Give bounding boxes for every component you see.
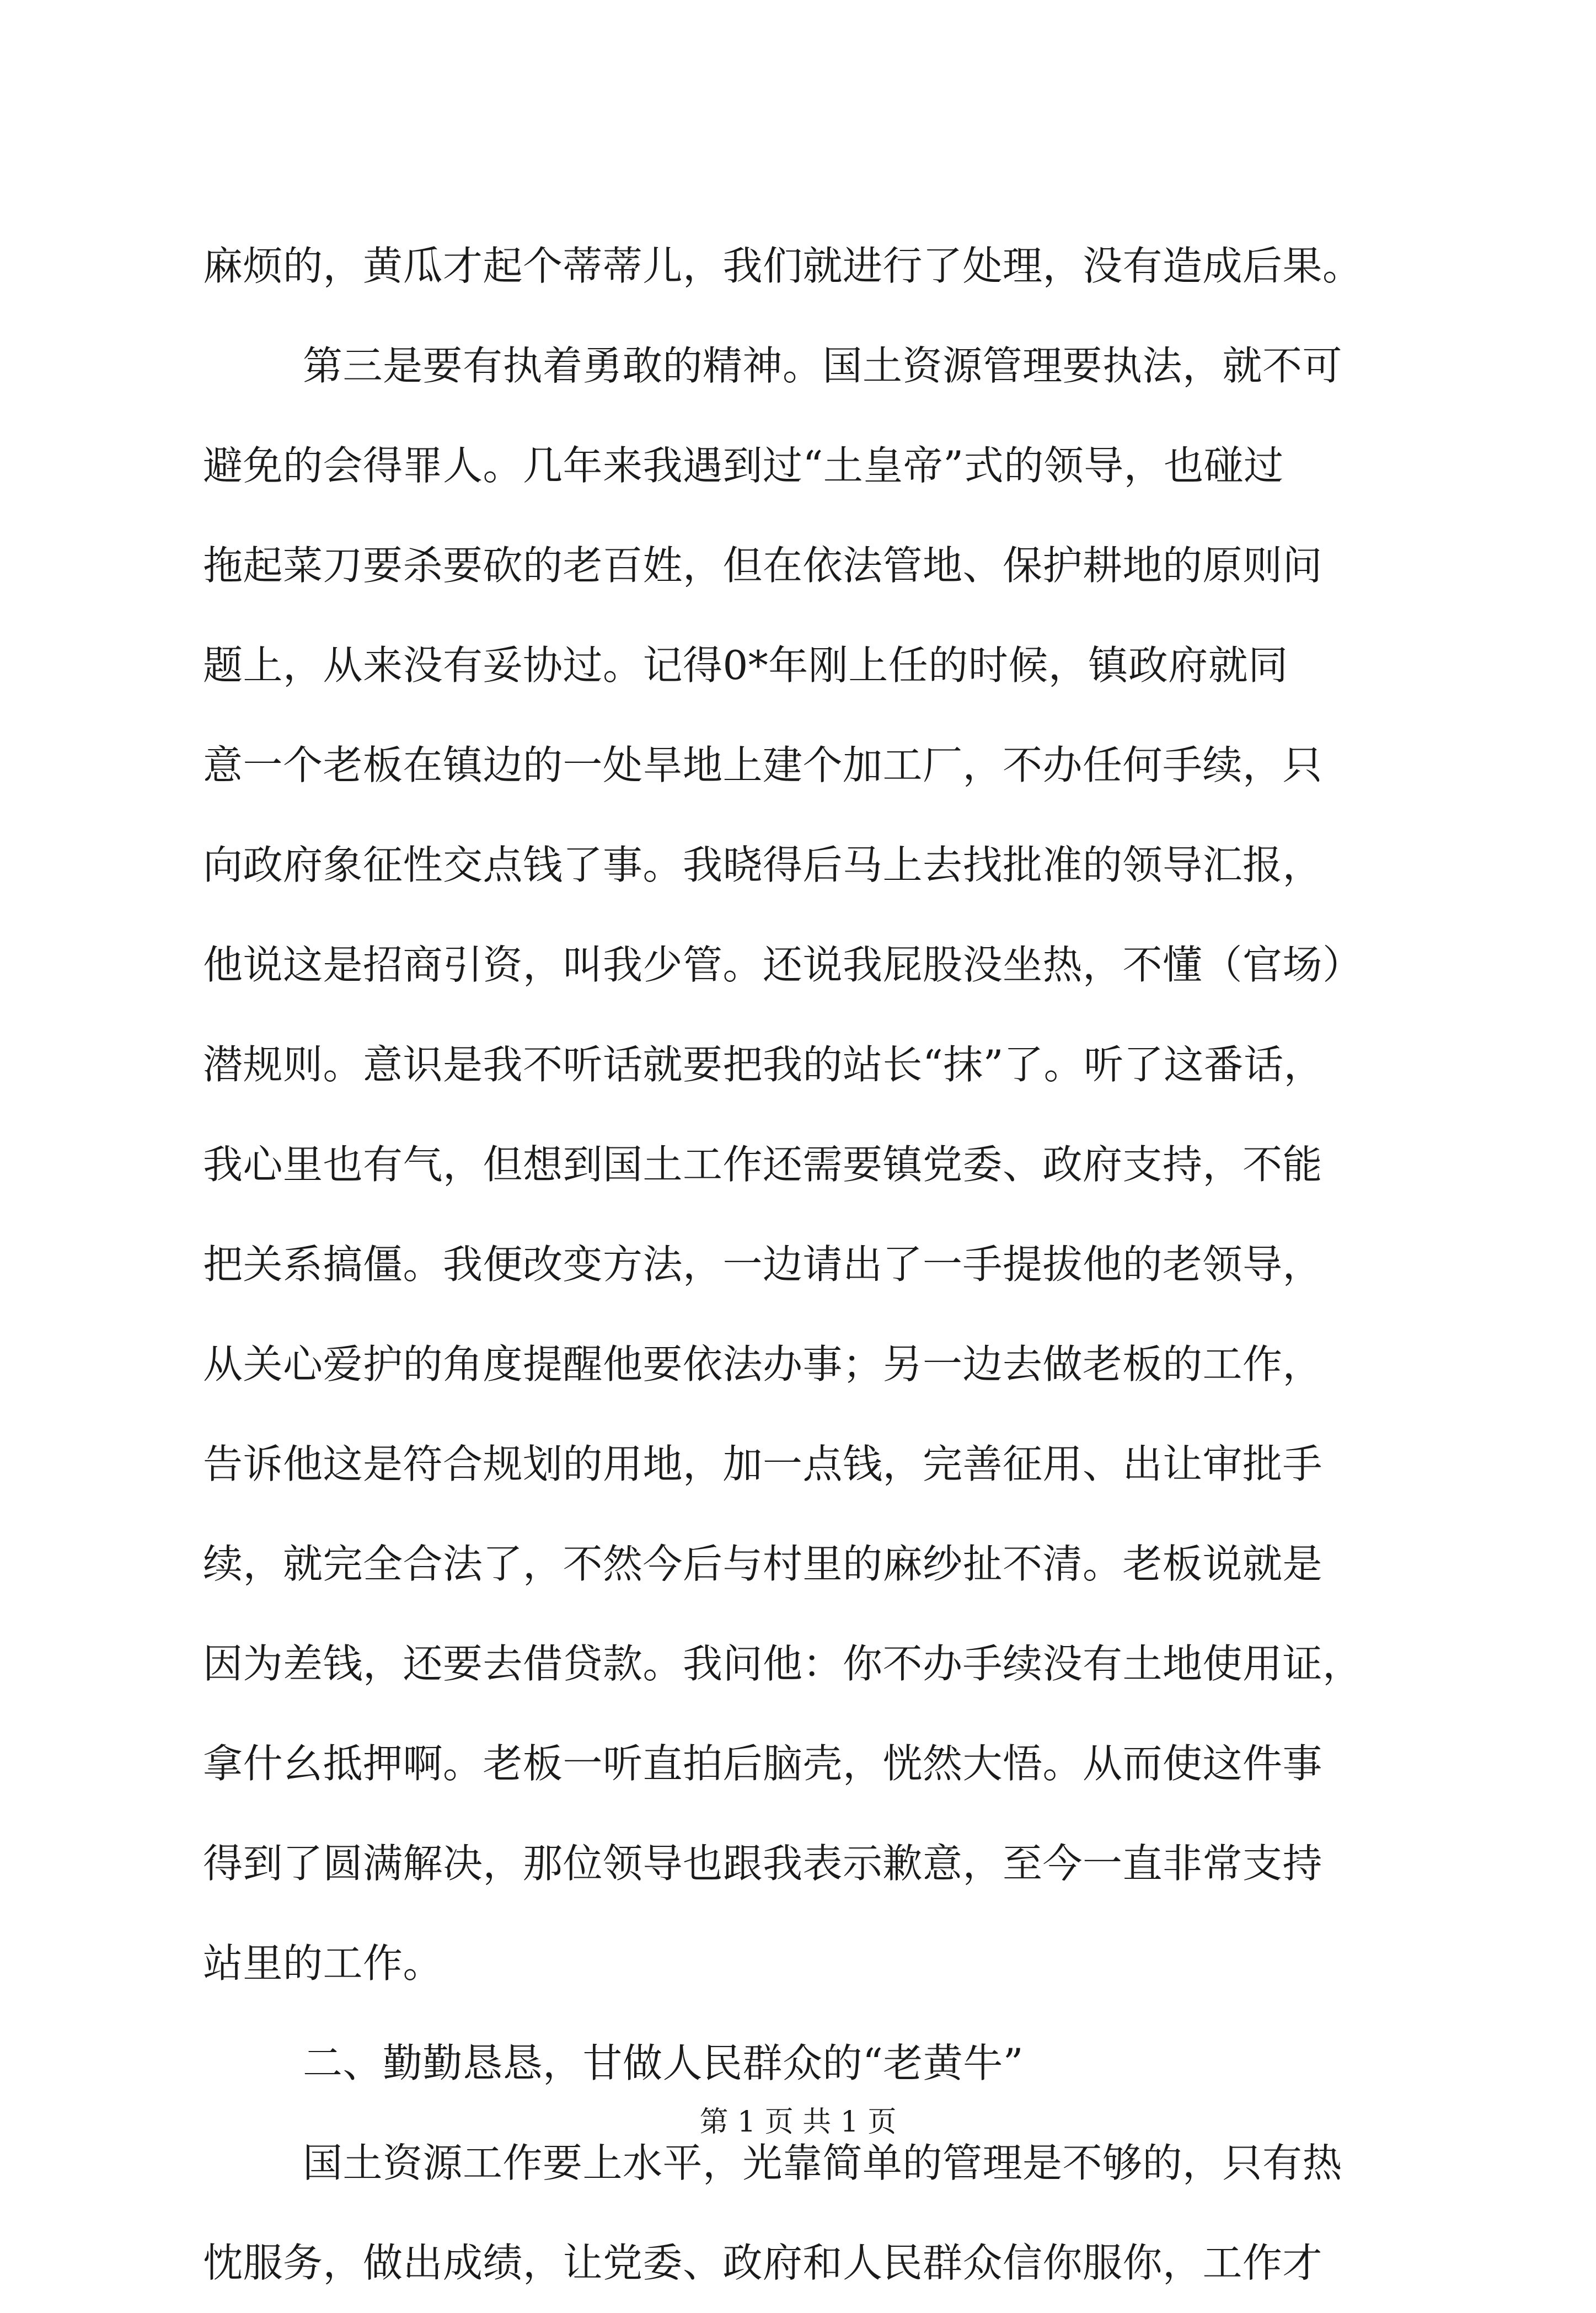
text-line: 从关心爱护的角度提醒他要依法办事；另一边去做老板的工作， — [203, 1341, 1323, 1387]
text-line: 他说这是招商引资，叫我少管。还说我屁股没坐热，不懂（官场） — [203, 942, 1363, 988]
section-heading: 二、勤勤恳恳，甘做人民群众的“老黄牛” — [303, 2040, 1024, 2086]
text-line: 把关系搞僵。我便改变方法，一边请出了一手提拔他的老领导， — [203, 1241, 1323, 1288]
text-line: 第三是要有执着勇敢的精神。国土资源管理要执法，就不可 — [303, 343, 1343, 389]
text-line: 拿什幺抵押啊。老板一听直拍后脑壳，恍然大悟。从而使这件事 — [203, 1740, 1323, 1787]
page-footer — [0, 2103, 1596, 2141]
text-line: 避免的会得罪人。几年来我遇到过“土皇帝”式的领导，也碰过 — [203, 442, 1284, 489]
text-line: 意一个老板在镇边的一处旱地上建个加工厂，不办任何手续，只 — [203, 742, 1323, 788]
text-line: 忱服务，做出成绩，让党委、政府和人民群众信你服你，工作才 — [203, 2240, 1323, 2286]
text-line: 我心里也有气，但想到国土工作还需要镇党委、政府支持，不能 — [203, 1141, 1323, 1188]
text-line: 麻烦的，黄瓜才起个蒂蒂儿，我们就进行了处理，没有造成后果。 — [203, 243, 1363, 289]
document-body — [203, 216, 1396, 2313]
text-line: 国土资源工作要上水平，光靠简单的管理是不够的，只有热 — [303, 2140, 1343, 2186]
text-line: 向政府象征性交点钱了事。我晓得后马上去找批准的领导汇报， — [203, 842, 1323, 888]
page-number-label: 第 1 页 共 1 页 — [699, 2106, 897, 2139]
text-line: 续，就完全合法了，不然今后与村里的麻纱扯不清。老板说就是 — [203, 1541, 1323, 1587]
text-line: 拖起菜刀要杀要砍的老百姓，但在依法管地、保护耕地的原则问 — [203, 542, 1323, 589]
text-line: 题上，从来没有妥协过。记得0*年刚上任的时候，镇政府就同 — [203, 642, 1288, 688]
text-line: 得到了圆满解决，那位领导也跟我表示歉意，至今一直非常支持 — [203, 1840, 1323, 1887]
text-line: 站里的工作。 — [203, 1940, 443, 1986]
text-line: 潜规则。意识是我不听话就要把我的站长“抹”了。听了这番话， — [203, 1041, 1324, 1088]
text-line: 因为差钱，还要去借贷款。我问他：你不办手续没有土地使用证， — [203, 1641, 1363, 1687]
text-line: 告诉他这是符合规划的用地，加一点钱，完善征用、出让审批手 — [203, 1441, 1323, 1487]
